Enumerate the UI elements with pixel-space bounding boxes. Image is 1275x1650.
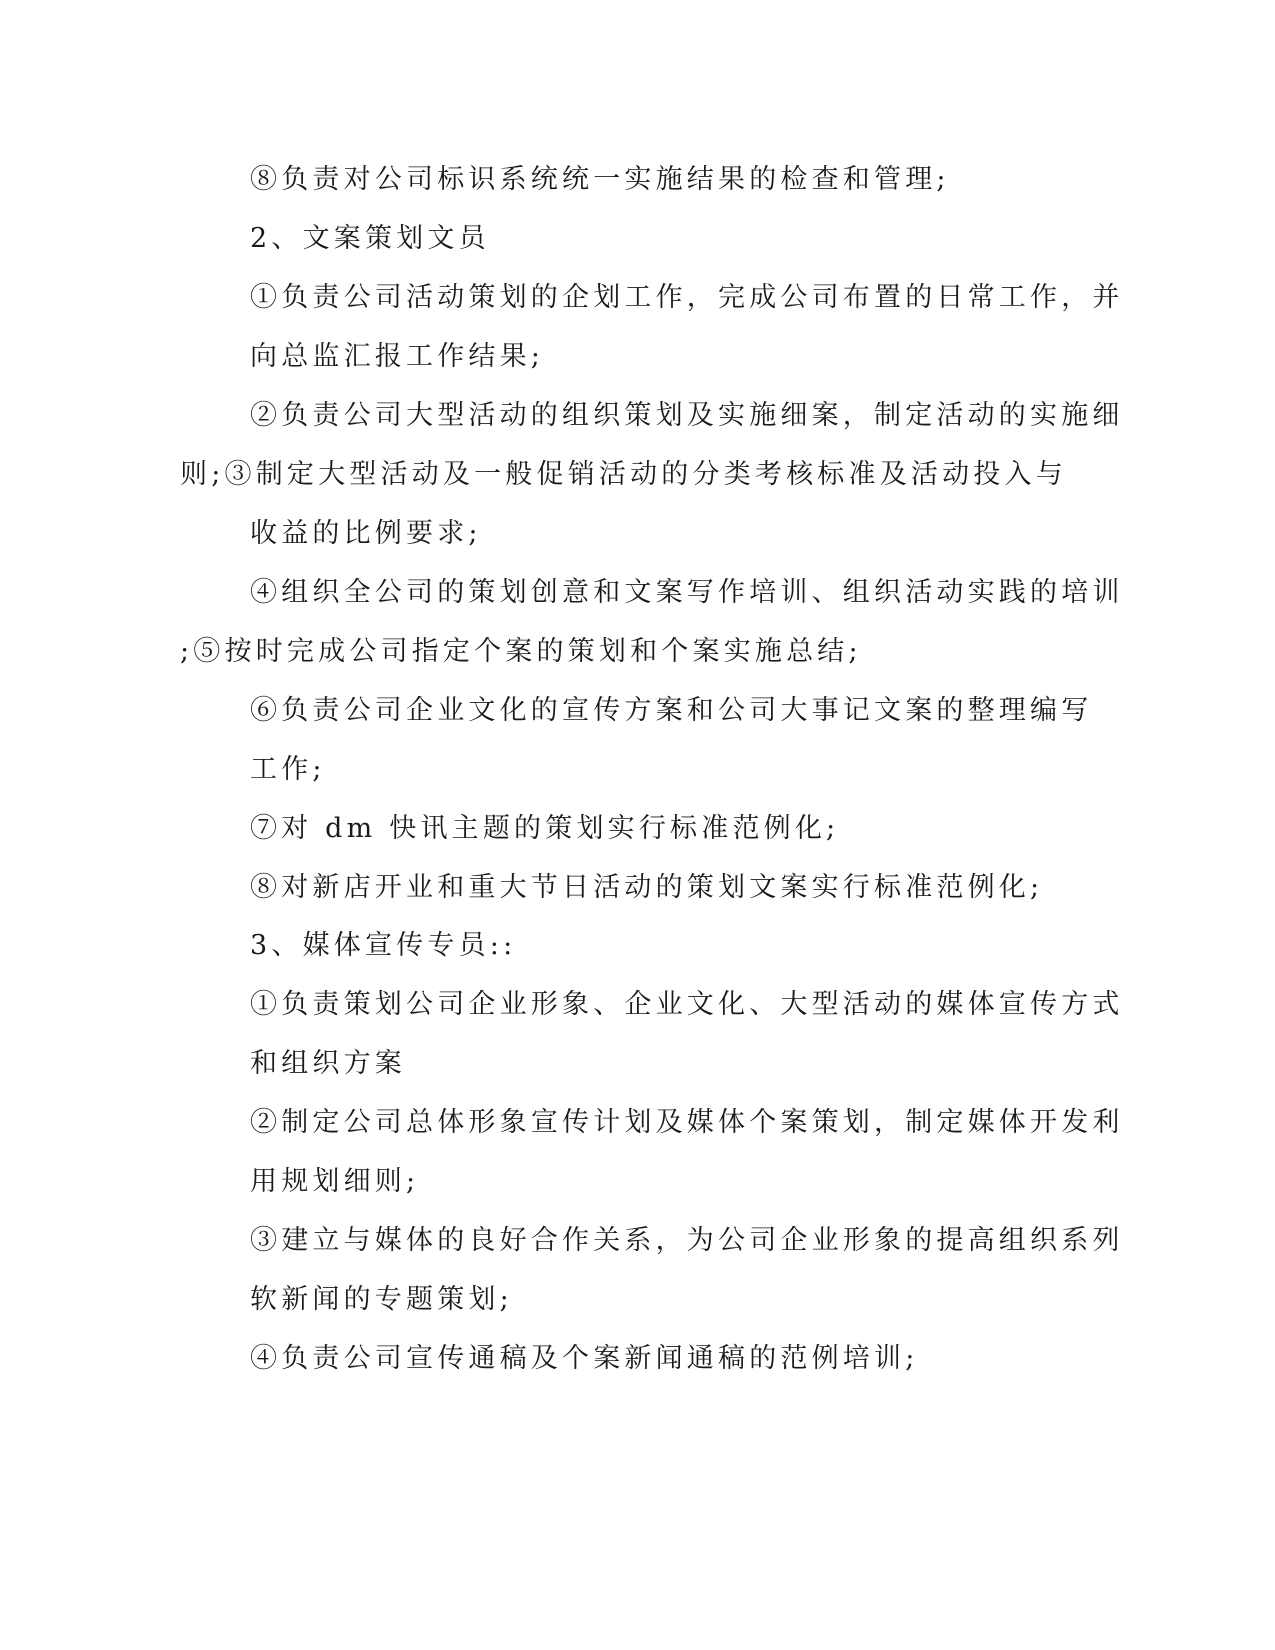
text-line: ②负责公司大型活动的组织策划及实施细案，制定活动的实施细 bbox=[250, 400, 1124, 431]
text-line: ⑦对 dm 快讯主题的策划实行标准范例化; bbox=[250, 813, 840, 844]
text-line: ;⑤按时完成公司指定个案的策划和个案实施总结; bbox=[180, 636, 862, 667]
text-line: ③建立与媒体的良好合作关系，为公司企业形象的提高组织系列 bbox=[250, 1225, 1124, 1256]
text-line: 则;③制定大型活动及一般促销活动的分类考核标准及活动投入与 bbox=[180, 459, 1067, 490]
text-line: ①负责策划公司企业形象、企业文化、大型活动的媒体宣传方式 bbox=[250, 989, 1124, 1020]
text-line: 和组织方案 bbox=[250, 1048, 406, 1079]
text-line: ④组织全公司的策划创意和文案写作培训、组织活动实践的培训 bbox=[250, 577, 1124, 608]
text-line: 用规划细则; bbox=[250, 1166, 420, 1197]
text-line: 向总监汇报工作结果; bbox=[250, 341, 545, 372]
text-line: ②制定公司总体形象宣传计划及媒体个案策划，制定媒体开发利 bbox=[250, 1107, 1124, 1138]
text-line: ⑧负责对公司标识系统统一实施结果的检查和管理; bbox=[250, 164, 950, 195]
text-line: ⑥负责公司企业文化的宣传方案和公司大事记文案的整理编写 bbox=[250, 695, 1093, 726]
text-line: 工作; bbox=[250, 754, 326, 785]
text-line: ⑧对新店开业和重大节日活动的策划文案实行标准范例化; bbox=[250, 872, 1044, 903]
text-line: 收益的比例要求; bbox=[250, 518, 482, 549]
text-line: ④负责公司宣传通稿及个案新闻通稿的范例培训; bbox=[250, 1343, 919, 1374]
section-heading: 3、媒体宣传专员:: bbox=[250, 930, 517, 961]
text-line: ①负责公司活动策划的企划工作，完成公司布置的日常工作，并 bbox=[250, 282, 1124, 313]
section-heading: 2、文案策划文员 bbox=[250, 223, 490, 254]
text-line: 软新闻的专题策划; bbox=[250, 1284, 513, 1315]
